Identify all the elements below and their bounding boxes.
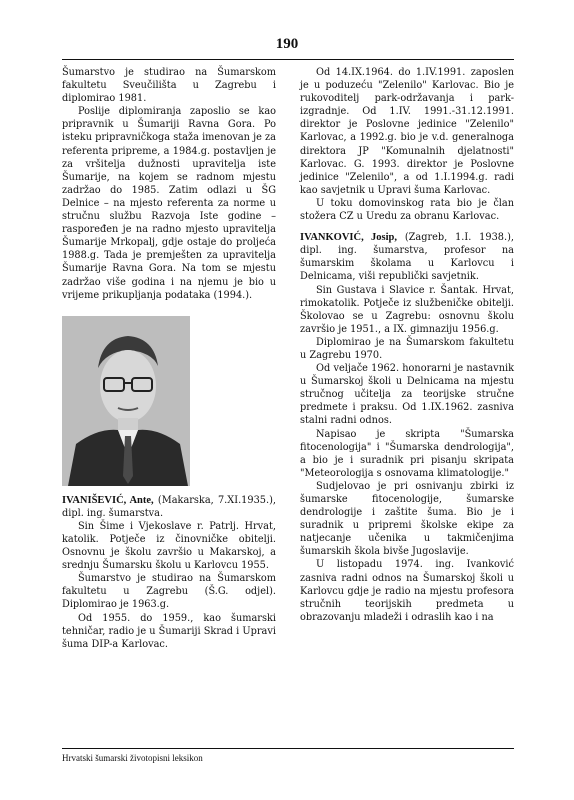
paragraph: Šumarstvo je studirao na Šumarskom fakultetu u Zagrebu (Š.G. odjel). Diplomirao je 1963.g.: [62, 573, 276, 611]
paragraph: Diplomirao je na Šumarskom fakultetu u Zagrebu 1970.: [300, 336, 514, 361]
entry-heading: [62, 494, 276, 520]
entry-lead: (Makarska, 7.XI.1935.), dipl. ing. šumarstva.: [62, 494, 276, 519]
paragraph: Od veljače 1962. honorarni je nastavnik u Šumarskoj školi u Delnicama na mjestu stručnog učitelja za teorijske stručne predmete i praksu. Od 1.IX.1962. zasniva stalni radni odnos.: [300, 363, 514, 427]
paragraph: Poslije diplomiranja zaposlio se kao pripravnik u Šumariji Ravna Gora. Po isteku pripravničkoga staža imenovan je za referenta pripreme, a 1984.g. postavljen je za vršitelja dužnosti upravitelja iste Šumarije, na kojem se radnom mjestu zadržao do 1985. Zatim odlazi u ŠG Delnice – na mjesto referenta za norme u stručnu službu Razvoja Iste godine – raspoređen je na radno mjesto upravitelja Šumarije Mrkopalj, gdje ostaje do proljeća 1988.g. Tada je premješten za upravitelja Šumarije Ravna Gora. Na tom se mjestu zadržao više godina i na njemu je bio u vrijeme prikupljanja podataka (1994.).: [62, 106, 276, 301]
entry-name: IVANIŠEVIĆ, Ante,: [62, 494, 154, 506]
right-column: [300, 66, 514, 624]
footer-rule: [62, 748, 514, 749]
paragraph: Od 1955. do 1959., kao šumarski tehničar, radio je u Šumariji Skrad i Upravi šuma DIP-a Karlovac.: [62, 612, 276, 650]
footer-text: Hrvatski šumarski životopisni leksikon: [62, 753, 203, 763]
header-rule: [62, 59, 514, 60]
entry-heading: [300, 231, 514, 283]
entry-name: IVANKOVIĆ, Josip,: [300, 232, 398, 244]
paragraph: Napisao je skripta "Šumarska fitocenologija" i "Šumarska dendrologija", a bio je i suradnik pri pisanju skripata "Meteorologija s osnovama klimatologije.": [300, 428, 514, 479]
entry-lead: (Zagreb, 1.I. 1938.), dipl. ing. šumarstva, profesor na šumarskim školama u Karlovcu i Delnicama, viši republički savjetnik.: [300, 232, 514, 283]
paragraph: Sin Gustava i Slavice r. Šantak. Hrvat, rimokatolik. Potječe iz službeničke obitelji. Školovao se u Zagrebu: osnovnu školu završio je 1951., a IX. gimnaziju 1956.g.: [300, 284, 514, 335]
paragraph: U toku domovinskog rata bio je član stožera CZ u Uredu za obranu Karlovac.: [300, 197, 514, 223]
paragraph: Od 14.IX.1964. do 1.IV.1991. zaposlen je u poduzeću "Zelenilo" Karlovac. Bio je rukovoditelj park-održavanja i park-izgradnje. Od 1.IV. 1991.-31.12.1991. direktor je Poslovne jedinice "Zelenilo" Karlovac, a 1992.g. bio je v.d. generalnoga direktora JP "Komunalnih djelatnosti" Karlovac. G. 1993. direktor je Poslovne jedinice "Zelenilo", a od 1.I.1994.g. radi kao savjetnik u Upravi šuma Karlovac.: [300, 67, 514, 196]
paragraph: U listopadu 1974. ing. Ivanković zasniva radni odnos na Šumarskoj školi u Karlovcu gdje je radio na mjestu profesora stručnih teorijskih predmeta u obrazovanju mladeži i odraslih kao i na: [300, 559, 514, 623]
left-column: [62, 66, 276, 651]
page-number: 190: [275, 36, 299, 52]
paragraph: Šumarstvo je studirao na Šumarskom fakultetu Sveučilišta u Zagrebu i diplomirao 1981.: [62, 67, 276, 105]
paragraph: Sin Šime i Vjekoslave r. Patrlj. Hrvat, katolik. Potječe iz činovničke obitelji. Osnovnu je školu završio u Makarskoj, a srednju Šumarsku školu u Karlovcu 1955.: [62, 520, 276, 572]
portrait-photo: [62, 316, 190, 486]
paragraph: Sudjelovao je pri osnivanju zbirki iz šumarske fitocenologije, šumarske dendrologije i zaštite šuma. Bio je i suradnik u pripremi školske ekipe za natjecanje učenika u takmičenjima šumarskih škola bivše Jugoslavije.: [300, 480, 514, 558]
